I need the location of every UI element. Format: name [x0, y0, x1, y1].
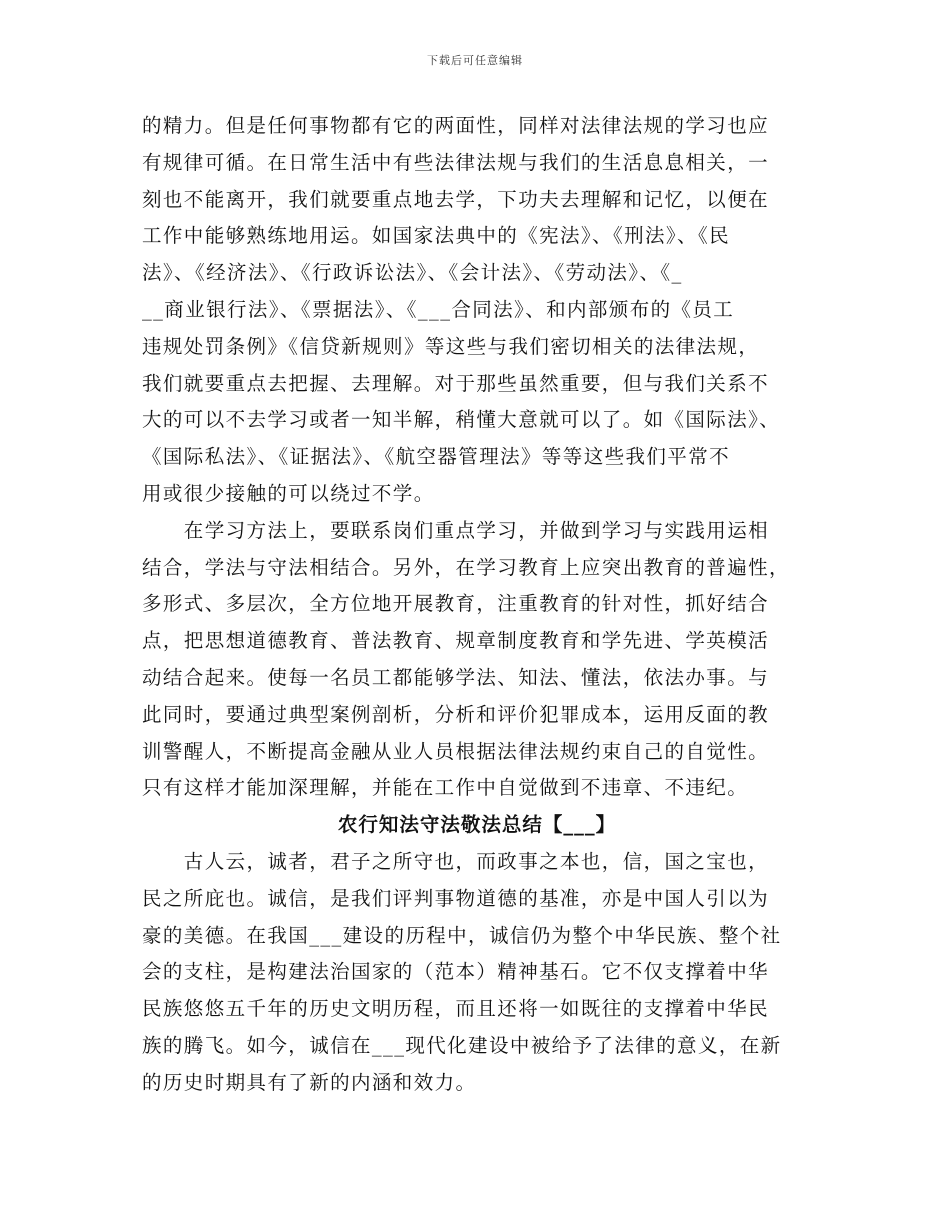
text-line: 我们就要重点去把握、去理解。对于那些虽然重要，但与我们关系不 — [142, 371, 770, 395]
section-heading: 农行知法守法敬法总结【___】 — [337, 813, 617, 837]
text-line: 族的腾飞。如今，诚信在___现代化建设中被给予了法律的意义，在新 — [142, 1033, 782, 1057]
text-line: 豪的美德。在我国___建设的历程中，诚信仍为整个中华民族、整个社 — [142, 923, 782, 947]
text-line: 只有这样才能加深理解，并能在工作中自觉做到不违章、不违纪。 — [142, 776, 749, 800]
header-note: 下载后可任意编辑 — [427, 54, 523, 67]
text-line: 违规处罚条例》《信贷新规则》等这些与我们密切相关的法律法规， — [142, 334, 760, 358]
text-line: 会的支柱，是构建法治国家的（范本）精神基石。它不仅支撑着中华 — [142, 960, 770, 984]
text-line: 的精力。但是任何事物都有它的两面性，同样对法律法规的学习也应 — [142, 114, 770, 137]
text-line: 法》、《经济法》、《行政诉讼法》、《会计法》、《劳动法》、《_ — [142, 261, 683, 285]
text-line: 此同时，要通过典型案例剖析，分析和评价犯罪成本，运用反面的教 — [142, 702, 770, 726]
text-line: 工作中能够熟练地用运。如国家法典中的《宪法》、《刑法》、《民 — [142, 224, 731, 248]
text-line: 点，把思想道德教育、普法教育、规章制度教育和学先进、学英模活 — [142, 629, 770, 653]
text-line: __商业银行法》、《票据法》、《___合同法》、和内部颁布的《员工 — [142, 297, 735, 321]
text-line: 民之所庇也。诚信，是我们评判事物道德的基准，亦是中国人引以为 — [142, 886, 770, 910]
text-line: 动结合起来。使每一名员工都能够学法、知法、懂法，依法办事。与 — [142, 665, 770, 689]
text-line: 大的可以不去学习或者一知半解，稍懂大意就可以了。如《国际法》、 — [142, 408, 781, 432]
text-line: 训警醒人，不断提高金融从业人员根据法律法规约束自己的自觉性。 — [142, 739, 770, 763]
text-line: 用或很少接触的可以绕过不学。 — [142, 481, 435, 505]
text-line: 多形式、多层次，全方位地开展教育，注重教育的针对性，抓好结合 — [142, 592, 770, 616]
text-line: 民族悠悠五千年的历史文明历程，而且还将一如既往的支撑着中华民 — [142, 997, 770, 1021]
text-line: 有规律可循。在日常生活中有些法律法规与我们的生活息息相关，一 — [142, 150, 770, 174]
text-line: 古人云，诚者，君子之所守也，而政事之本也，信，国之宝也， — [142, 849, 770, 873]
text-line: 刻也不能离开，我们就要重点地去学，下功夫去理解和记忆，以便在 — [142, 187, 770, 211]
document-body — [142, 108, 812, 1102]
text-line: 在学习方法上，要联系岗们重点学习，并做到学习与实践用运相 — [142, 518, 770, 542]
text-line: 的历史时期具有了新的内涵和效力。 — [142, 1070, 477, 1094]
text-line: 结合，学法与守法相结合。另外，在学习教育上应突出教育的普遍性， — [142, 555, 790, 579]
text-line: 《国际私法》、《证据法》、《航空器管理法》等等这些我们平常不 — [142, 445, 731, 469]
